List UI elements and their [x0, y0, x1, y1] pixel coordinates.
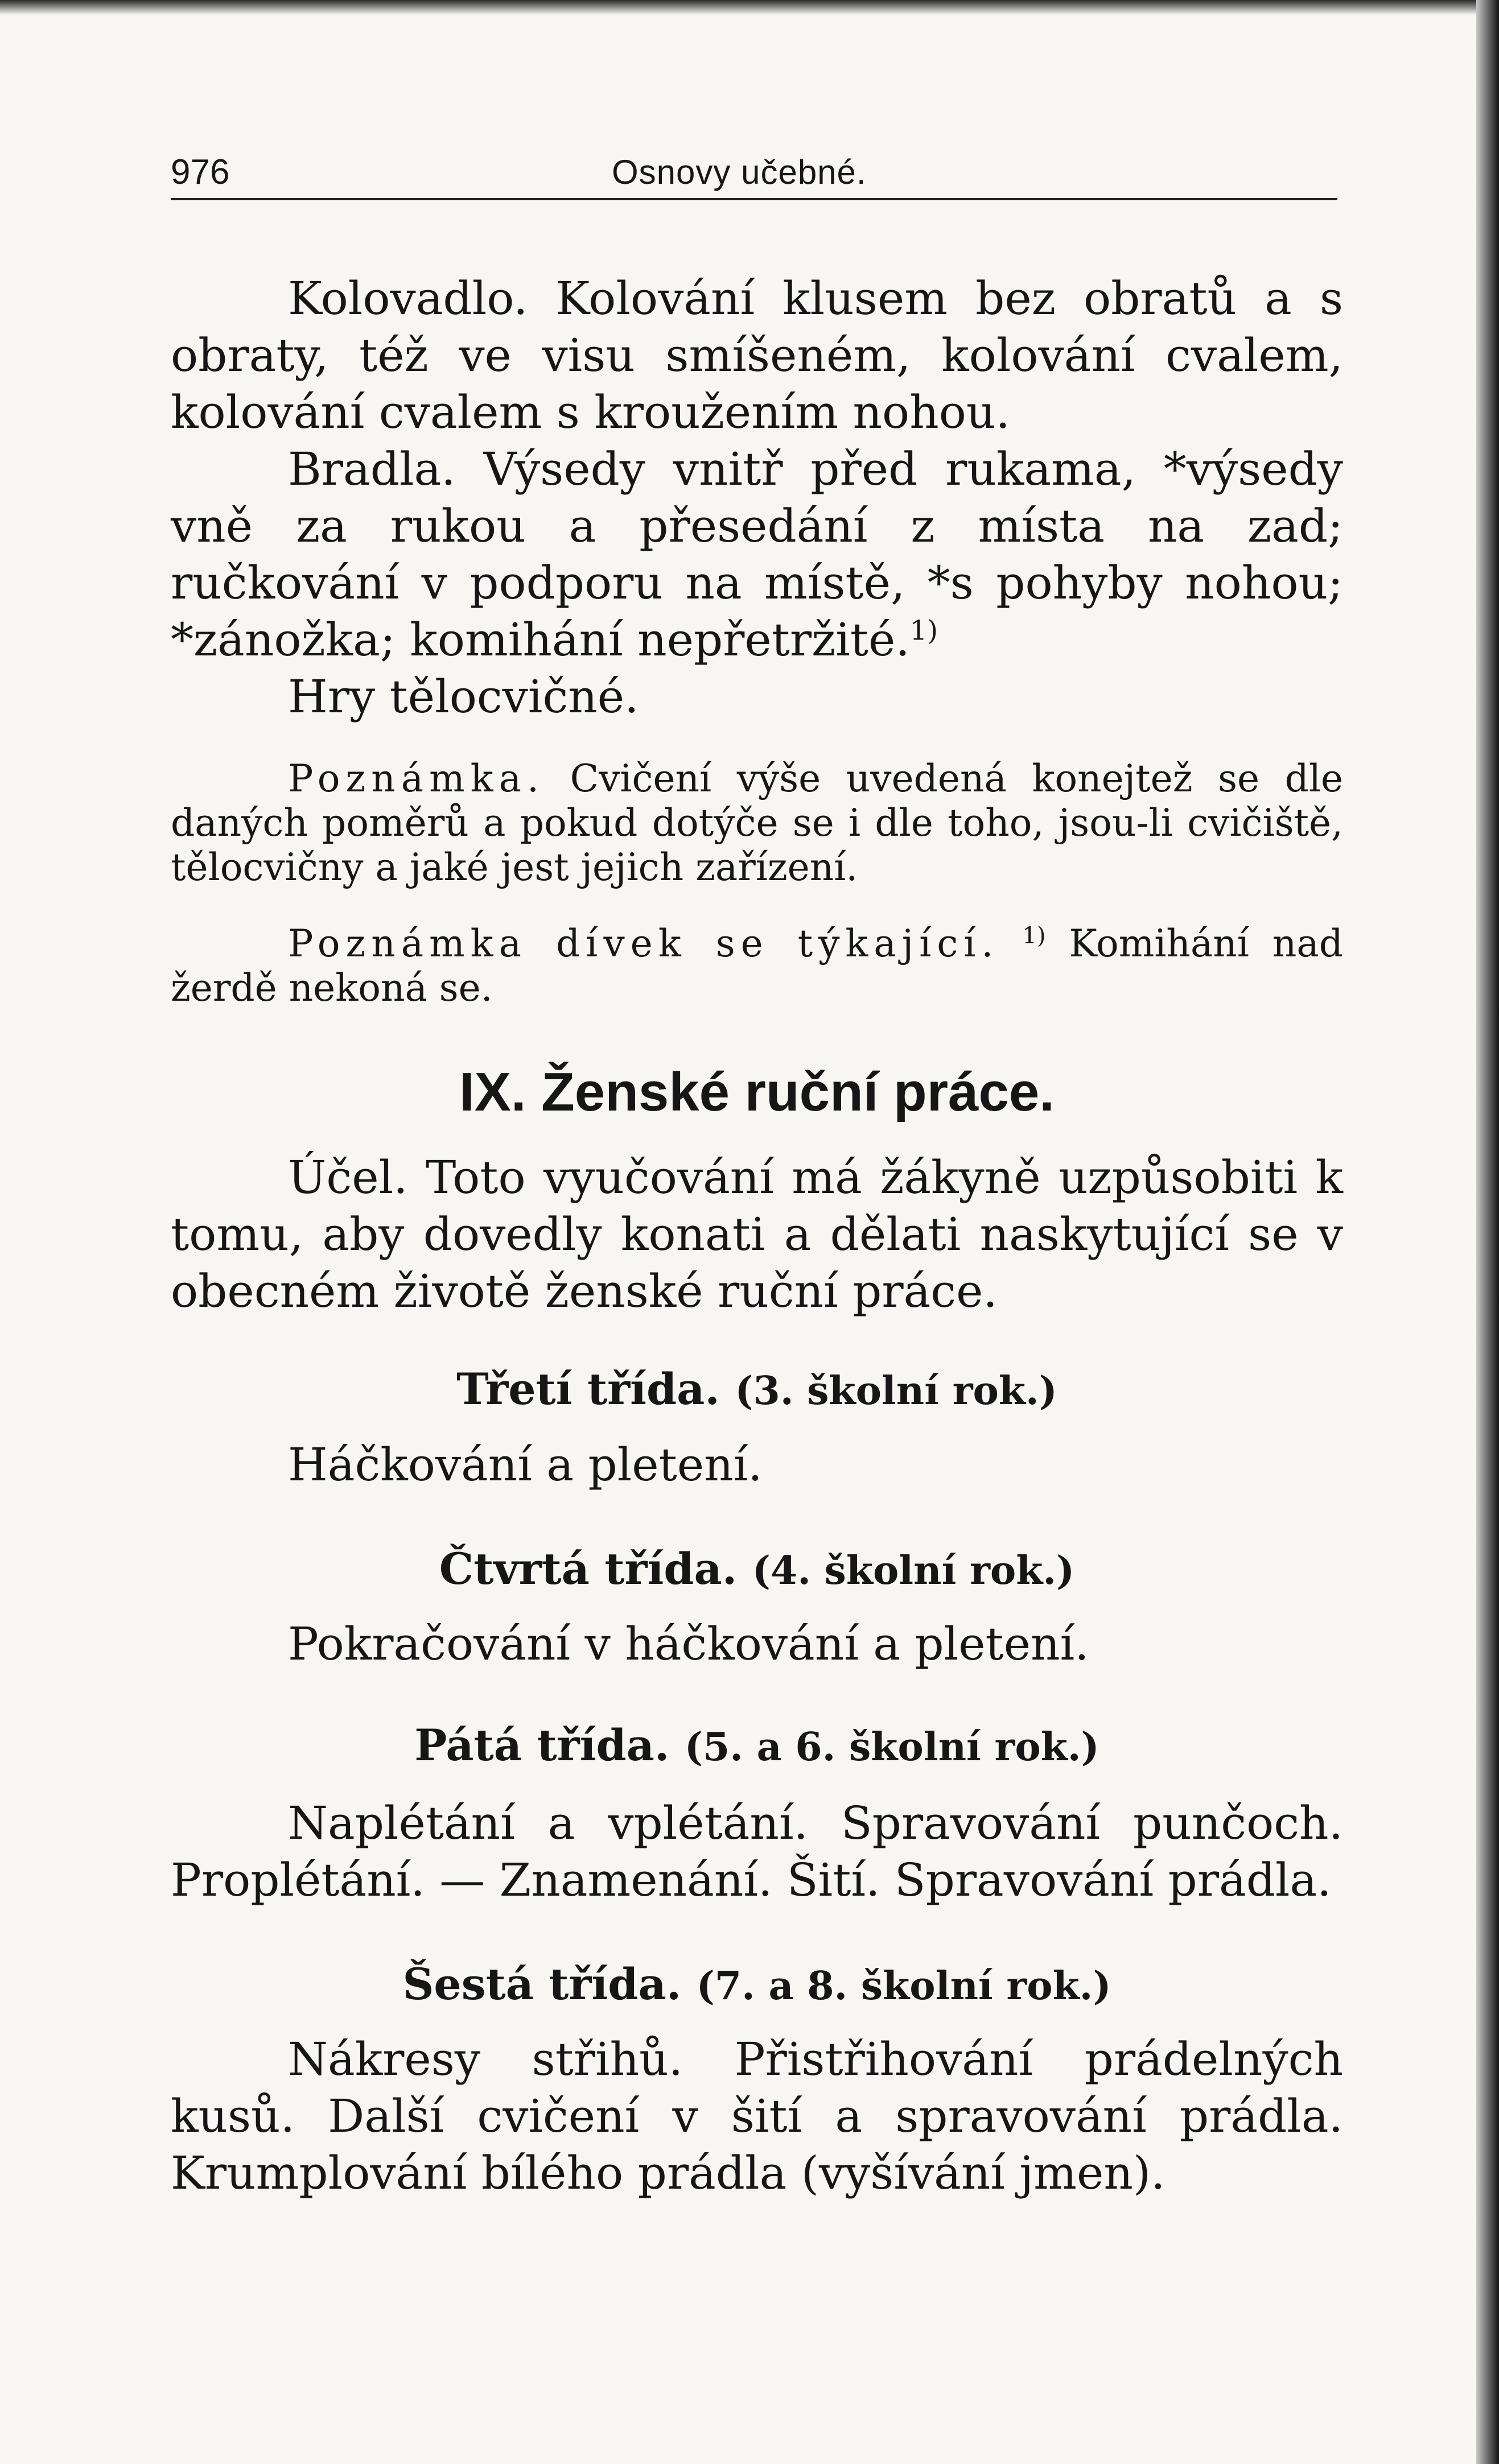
- bradla-footnote-mark: 1): [909, 614, 938, 647]
- class-content-5: Naplétání a vplétání. Spravování punčoch. Proplétání. — Znamenání. Šití. Spravování prádla.: [171, 1797, 1343, 1906]
- chapter-heading: [171, 1058, 1343, 1126]
- paragraph-kolovadlo: [171, 270, 1343, 441]
- paragraph-hry: [171, 668, 1343, 725]
- class-heading-4: [171, 1542, 1343, 1598]
- chapter-number: IX.: [459, 1062, 526, 1122]
- note-girls-label: Poznámka dívek se týkající.: [288, 922, 999, 965]
- purpose-text: Toto vyučování má žákyně uzpůsobiti k tomu, aby dovedly konati a dělati naskytující se v obecném životě ženské ruční práce.: [171, 1151, 1343, 1318]
- class-name-5: Pátá třída.: [414, 1720, 670, 1770]
- note-general-label: Poznámka.: [288, 757, 545, 800]
- class-content-6: Nákresy střihů. Přistřihování prádelných kusů. Další cvičení v šití a spravování prádla. Krumplování bílého prádla (vyšívání jmen).: [171, 2033, 1343, 2199]
- kolovadlo-text: Kolování klusem bez obratů a s obraty, též ve visu smíšeném, kolování cvalem, kolování cvalem s kroužením nohou.: [171, 272, 1343, 439]
- page-number: 976: [171, 152, 230, 192]
- scan-shadow-right: [1476, 0, 1499, 2464]
- scan-shadow-top: [0, 0, 1499, 15]
- class-content-3: Háčkování a pletení.: [288, 1438, 763, 1491]
- note-girls-text: Komihání nad žerdě nekoná se.: [171, 922, 1343, 1010]
- class-years-3: (3. školní rok.): [735, 1368, 1057, 1414]
- class-name-4: Čtvrtá třída.: [439, 1543, 738, 1594]
- class-name-6: Šestá třída.: [402, 1959, 682, 2009]
- kolovadlo-label: Kolovadlo.: [288, 272, 528, 325]
- note-girls-mark: 1): [1022, 923, 1046, 949]
- running-title: Osnovy učebné.: [612, 153, 867, 191]
- bradla-text: Výsedy vnitř před rukama, *výsedy vně za rukou a přesedání z místa na zad; ručkování v podporu na místě, *s pohyby nohou; *zánožka; komihání nepřetržité.: [171, 443, 1343, 666]
- hry-text: Hry tělocvičné.: [288, 670, 639, 723]
- class-years-4: (4. školní rok.): [752, 1548, 1075, 1594]
- note-girls: [171, 922, 1343, 1010]
- note-general: [171, 757, 1343, 890]
- paragraph-purpose: [171, 1149, 1343, 1320]
- class-content-4: Pokračování v háčkování a pletení.: [288, 1617, 1089, 1670]
- class-heading-6: [171, 1957, 1343, 2013]
- purpose-label: Účel.: [288, 1151, 408, 1204]
- class-name-3: Třetí třída.: [456, 1364, 720, 1414]
- note-general-text: Cvičení výše uvedená konejtež se dle daných poměrů a pokud dotýče se i dle toho, jsou-li cvičiště, tělocvičny a jaké jest jejich zařízení.: [171, 757, 1344, 889]
- paragraph-bradla: [171, 441, 1343, 668]
- class-years-5: (5. a 6. školní rok.): [684, 1724, 1099, 1770]
- running-header: [171, 147, 1337, 200]
- bradla-label: Bradla.: [288, 443, 456, 496]
- chapter-title: Ženské ruční práce.: [541, 1062, 1055, 1122]
- class-heading-5: [171, 1718, 1343, 1774]
- class-years-6: (7. a 8. školní rok.): [696, 1963, 1111, 2009]
- class-heading-3: [171, 1362, 1343, 1418]
